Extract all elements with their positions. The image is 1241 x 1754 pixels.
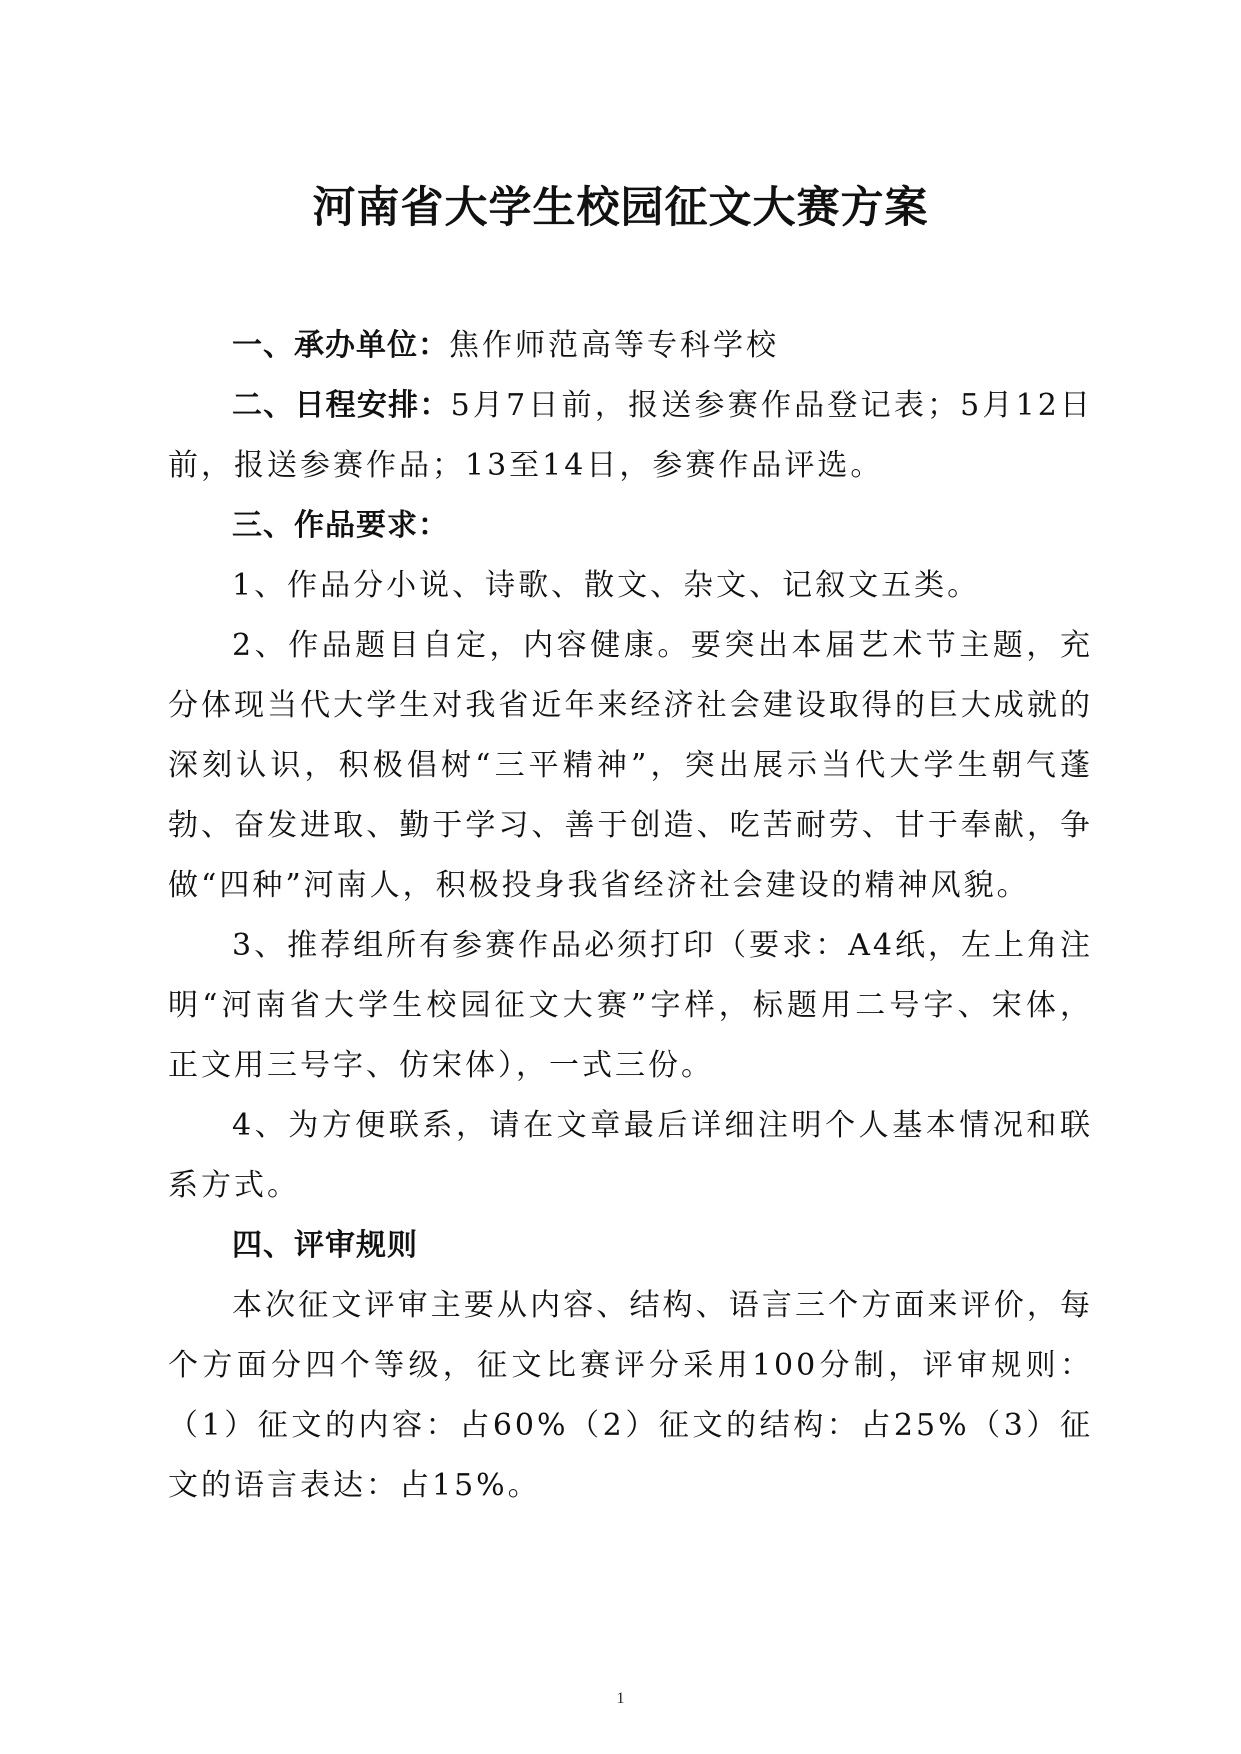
requirement-item: 2、作品题目自定，内容健康。要突出本届艺术节主题，充分体现当代大学生对我省近年来经济社会建设取得的巨大成就的深刻认识，积极倡树“三平精神”，突出展示当代大学生朝气蓬勃、奋发进取、勤于学习、善于创造、吃苦耐劳、甘于奉献，争做“四种”河南人，积极投身我省经济社会建设的精神风貌。 [168, 628, 1093, 903]
requirement-item: 4、为方便联系，请在文章最后详细注明个人基本情况和联系方式。 [168, 1108, 1093, 1203]
document-title: 河南省大学生校园征文大赛方案 [312, 183, 929, 233]
section-heading: 四、评审规则 [232, 1228, 418, 1263]
review-rules-text: 本次征文评审主要从内容、结构、语言三个方面来评价，每个方面分四个等级，征文比赛评分采用100分制，评审规则：（1）征文的内容：占60%（2）征文的结构：占25%（3）征文的语言表达：占15%。 [168, 1288, 1093, 1503]
section-review-rules [168, 1216, 1093, 1276]
section-heading: 一、承办单位： [232, 328, 449, 363]
section-requirements [168, 496, 1093, 556]
section-text: 5月7日前，报送参赛作品登记表；5月12日前，报送参赛作品；13至14日，参赛作品评选。 [168, 388, 1094, 483]
section-schedule [168, 376, 1093, 496]
section-heading: 三、作品要求： [232, 508, 449, 543]
section-heading: 二、日程安排： [232, 388, 451, 423]
section-text: 焦作师范高等专科学校 [449, 328, 779, 363]
requirement-item: 1、作品分小说、诗歌、散文、杂文、记叙文五类。 [232, 568, 981, 603]
requirement-item: 3、推荐组所有参赛作品必须打印（要求：A4纸，左上角注明“河南省大学生校园征文大赛”字样，标题用二号字、宋体，正文用三号字、仿宋体），一式三份。 [168, 928, 1093, 1083]
page-number: 1 [616, 1690, 625, 1707]
document-body [168, 316, 1093, 1516]
section-organizer [168, 316, 1093, 376]
